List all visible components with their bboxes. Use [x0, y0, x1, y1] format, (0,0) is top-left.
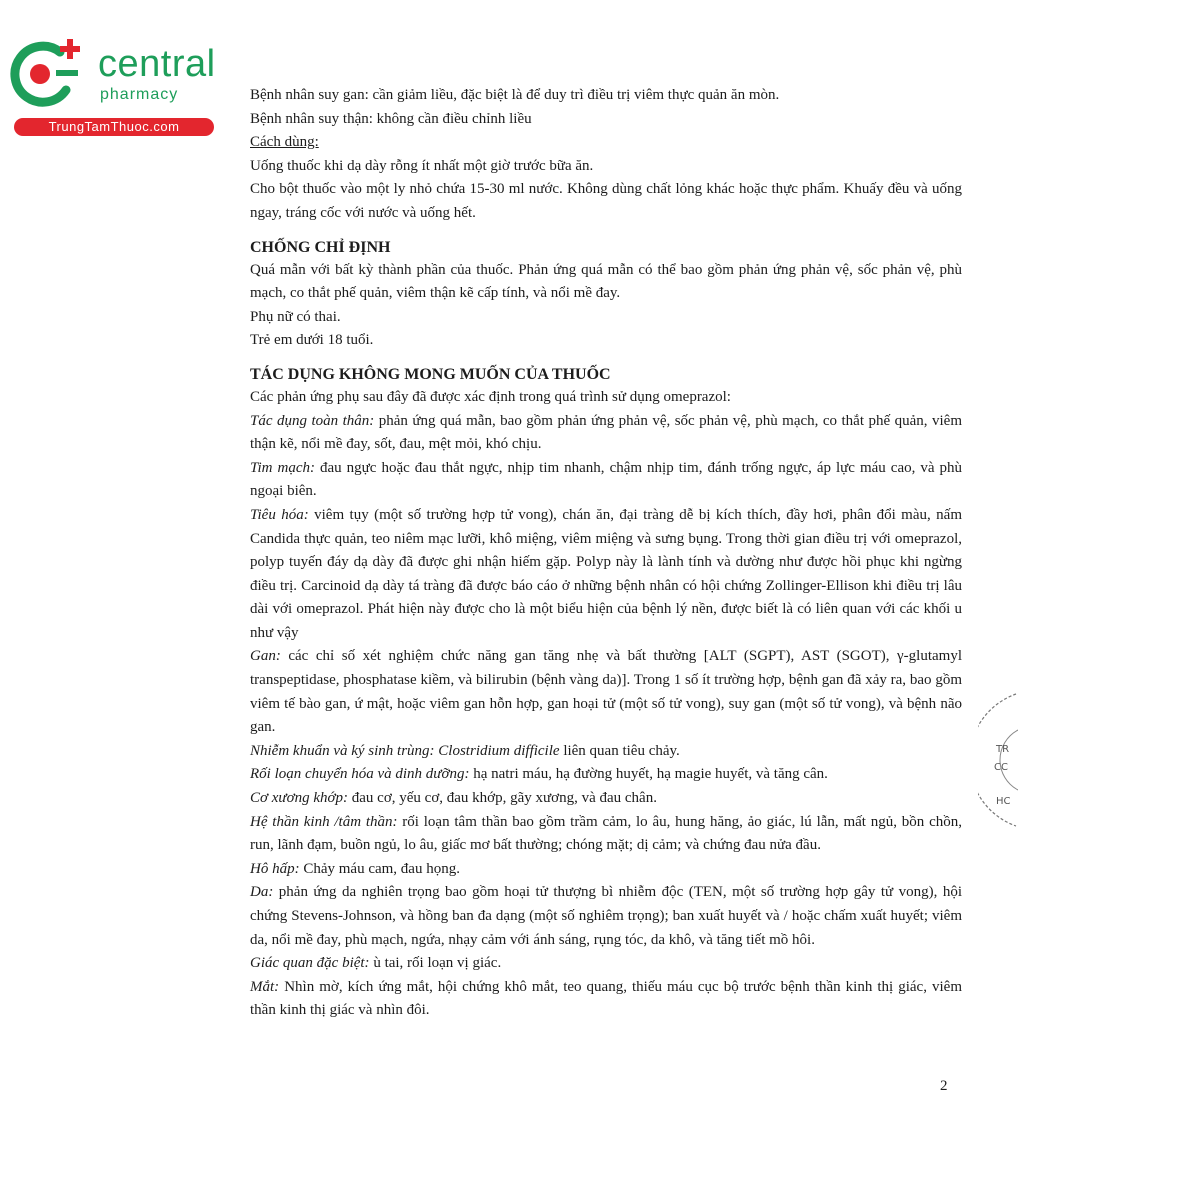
item-text: đau ngực hoặc đau thắt ngực, nhịp tim nhanh, chậm nhịp tim, đánh trống ngực, áp lực máu cao, và phù ngoại biên. — [250, 459, 963, 500]
side-effect-item — [250, 811, 962, 858]
side-effect-item — [250, 976, 962, 1023]
paragraph: Cho bột thuốc vào một ly nhỏ chứa 15-30 ml nước. Không dùng chất lỏng khác hoặc thực phẩm. Khuấy đều và uống ngay, tráng cốc với nước và uống hết. — [250, 181, 962, 221]
item-label: Hệ thần kinh /tâm thần: — [250, 813, 398, 830]
item-label: Mắt: — [250, 978, 280, 995]
item-label: Rối loạn chuyển hóa và dinh dưỡng: — [250, 766, 470, 783]
subheading-usage: Cách dùng: — [250, 134, 319, 151]
logo-subtitle: pharmacy — [100, 86, 179, 103]
paragraph: Bệnh nhân suy thận: không cần điều chỉnh liều — [250, 110, 532, 127]
side-effect-item — [250, 952, 962, 976]
side-effect-item — [250, 881, 962, 952]
side-effect-item — [250, 504, 962, 646]
item-label: Da: — [250, 884, 274, 901]
item-label: Gan: — [250, 648, 281, 665]
logo-website: TrungTamThuoc.com — [14, 118, 214, 136]
paragraph: Trẻ em dưới 18 tuổi. — [250, 332, 374, 349]
paragraph: Quá mẫn với bất kỳ thành phần của thuốc. Phản ứng quá mẫn có thể bao gồm phản ứng phản vệ, sốc phản vệ, phù mạch, co thắt phế quản, viêm thận kẽ cấp tính, và nổi mề đay. — [250, 261, 962, 302]
item-text: phản ứng da nghiên trọng bao gồm hoại tử thượng bì nhiễm độc (TEN, một số trường hợp gây tử vong), hội chứng Stevens-Johnson, và hồng ban đa dạng (một số nghiêm trọng); ban xuất huyết và / hoặc chấm xuất huyết; viêm da, nổi mề đay, phù mạch, ngứa, nhạy cảm với ánh sáng, rụng tóc, da khô, và tăng tiết mồ hôi. — [250, 884, 962, 948]
side-effect-item — [250, 787, 962, 811]
side-effect-item — [250, 858, 962, 882]
side-effect-item — [250, 763, 962, 787]
item-label: Tiêu hóa: — [250, 506, 309, 523]
stamp-text: TR — [996, 744, 1010, 755]
item-label: Giác quan đặc biệt: — [250, 955, 370, 972]
item-text: đau cơ, yếu cơ, đau khớp, gãy xương, và đau chân. — [348, 790, 657, 807]
document-body — [250, 84, 962, 1023]
item-label: Tim mạch: — [250, 459, 316, 476]
side-effect-item — [250, 457, 962, 504]
item-label: Cơ xương khớp: — [250, 790, 349, 807]
item-label: Tác dụng toàn thân: — [250, 412, 375, 429]
section-heading-side-effects: TÁC DỤNG KHÔNG MONG MUỐN CỦA THUỐC — [250, 365, 611, 383]
item-text: hạ natri máu, hạ đường huyết, hạ magie huyết, và tăng cân. — [469, 766, 828, 783]
item-text: Nhìn mờ, kích ứng mắt, hội chứng khô mắt, teo quang, thiếu máu cục bộ trước bệnh thần kinh thị giác, viêm thần kinh thị giác và nhìn đôi. — [250, 978, 962, 1019]
item-label: Nhiễm khuẩn và ký sinh trùng: Clostridium difficile — [250, 742, 560, 759]
stamp-text: CC — [994, 762, 1008, 773]
page-number: 2 — [940, 1078, 948, 1094]
item-text: ù tai, rối loạn vị giác. — [369, 955, 502, 972]
central-pharmacy-logo — [10, 38, 215, 138]
paragraph: Các phản ứng phụ sau đây đã được xác định trong quá trình sử dụng omeprazol: — [250, 388, 731, 405]
paragraph: Uống thuốc khi dạ dày rỗng ít nhất một giờ trước bữa ăn. — [250, 157, 594, 174]
stamp-text: HC — [996, 796, 1011, 807]
item-text: rối loạn tâm thần bao gồm trầm cảm, lo âu, hung hăng, ảo giác, lú lẫn, mất ngủ, bồn chồn, run, lãnh đạm, buồn ngủ, lo âu, giấc mơ bất thường; chóng mặt; dị cảm; và chứng đau nửa đầu. — [250, 813, 962, 854]
item-text: viêm tụy (một số trường hợp tử vong), chán ăn, đại tràng dễ bị kích thích, đầy hơi, phân đổi màu, nấm Candida thực quản, teo niêm mạc lưỡi, khô miệng, viêm miệng và sưng bụng. Trong thời gian điều trị với omeprazol, polyp tuyến đáy dạ dày đã được ghi nhận hiếm gặp. Polyp này là lành tính và dường như được hồi phục khi ngừng điều trị. Carcinoid dạ dày tá tràng đã được báo cáo ở những bệnh nhân có hội chứng Zollinger-Ellison khi điều trị lâu dài với omeprazol. Phát hiện này được cho là một biểu hiện của bệnh lý nền, được biết là có liên quan với các khối u như vậy — [250, 506, 962, 641]
item-text: Chảy máu cam, đau họng. — [299, 860, 460, 877]
side-effect-item — [250, 645, 962, 739]
paragraph: Phụ nữ có thai. — [250, 308, 341, 325]
item-label: Hô hấp: — [250, 860, 300, 877]
partial-stamp-icon — [978, 690, 1018, 830]
item-text: phản ứng quá mẫn, bao gồm phản ứng phản vệ, sốc phản vệ, phù mạch, co thắt phế quản, viêm thận kẽ, nổi mề đay, sốt, đau, mệt mỏi, khó chịu. — [250, 412, 962, 453]
paragraph: Bệnh nhân suy gan: cần giảm liều, đặc biệt là để duy trì điều trị viêm thực quản ăn mòn. — [250, 87, 780, 103]
section-heading-contraindications: CHỐNG CHỈ ĐỊNH — [250, 238, 391, 256]
logo-brand-name: central — [98, 43, 216, 85]
item-text: các chỉ số xét nghiệm chức năng gan tăng nhẹ và bất thường [ALT (SGPT), AST (SGOT), γ-glutamyl transpeptidase, phosphatase kiềm, và bilirubin (bệnh vàng da)]. Trong 1 số ít trường hợp, bệnh gan đã xảy ra, bao gồm viêm tế bào gan, ứ mật, hoặc viêm gan hỗn hợp, gan hoại tử (một số tử vong), suy gan (một số tử vong), và bệnh não gan. — [250, 648, 962, 736]
item-text: liên quan tiêu chảy. — [559, 742, 680, 759]
pharmacy-c-cross-icon — [10, 38, 90, 110]
side-effect-item — [250, 410, 962, 457]
side-effect-item — [250, 740, 962, 764]
